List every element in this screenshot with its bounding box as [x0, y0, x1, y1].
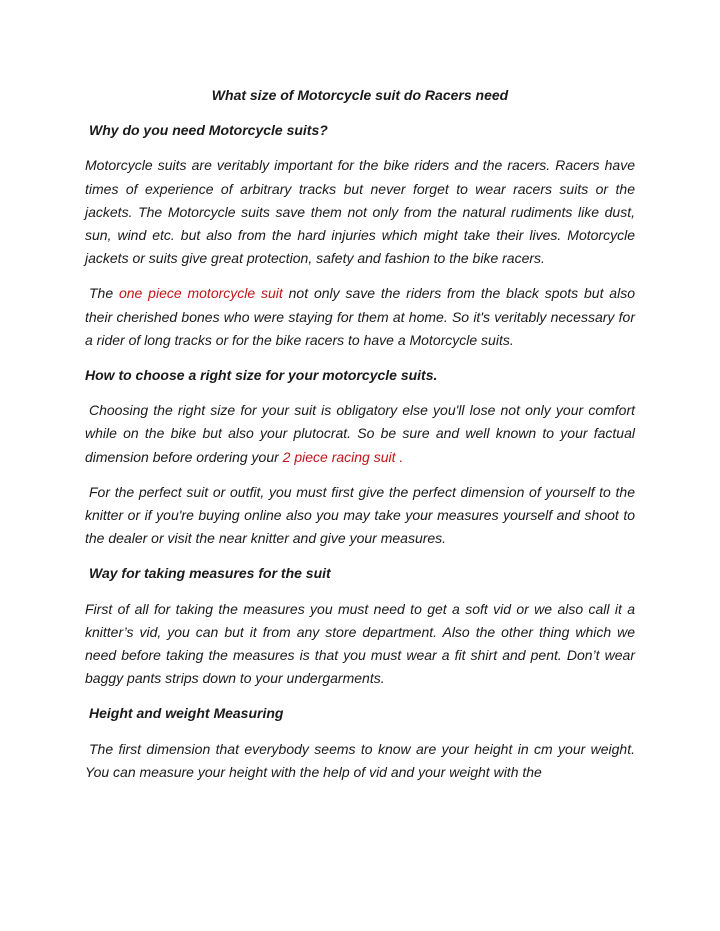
section-heading-choose: How to choose a right size for your motorcycle suits. — [85, 367, 438, 384]
paragraph-text: The — [89, 285, 119, 302]
paragraph-intro: Motorcycle suits are veritably important for the bike riders and the racers. Racers have times of experience of arbitrary tracks but never forget to wear racers suits or the jackets. The Motorcycle suits save them not only from the natural rudiments like dust, sun, wind etc. but also from the hard injuries which might take their lives. Motorcycle jackets or suits give great protection, safety and fashion to the bike racers. — [85, 157, 635, 267]
paragraph-measures: First of all for taking the measures you must need to get a soft vid or we also call it a knitter’s vid, you can but it from any store department. Also the other thing which we need before taking the measures is that you must wear a fit shirt and pent. Don’t wear baggy pants strips down to your undergarments. — [85, 600, 635, 687]
one-piece-suit-link[interactable]: one piece motorcycle suit — [118, 285, 283, 302]
paragraph-text: not only save the riders from the black spots but also their cherished bones who were staying for them at home. So it's veritably necessary for a rider of long tracks or for the bike racers to have a Motorcycle suits. — [85, 285, 635, 348]
section-heading-height-weight: Height and weight Measuring — [89, 705, 284, 722]
paragraph-one-piece — [85, 282, 635, 352]
two-piece-suit-link[interactable]: 2 piece racing suit . — [282, 448, 404, 465]
paragraph-perfect-suit: For the perfect suit or outfit, you must first give the perfect dimension of yourself to the knitter or if you're buying online also you may take your measures yourself and shoot to the dealer or visit the near knitter and give your measures. — [85, 483, 635, 547]
paragraph-choosing — [85, 399, 635, 469]
document-body — [85, 84, 635, 784]
paragraph-text: Choosing the right size for your suit is obligatory else you'll lose not only your comfort while on the bike but also your plutocrat. So be sure and well known to your factual dimension before ordering your — [85, 402, 635, 465]
section-heading-measures: Way for taking measures for the suit — [89, 565, 331, 582]
page-title: What size of Motorcycle suit do Racers need — [211, 87, 509, 103]
section-heading-why: Why do you need Motorcycle suits? — [89, 122, 328, 139]
paragraph-height-weight: The first dimension that everybody seems to know are your height in cm your weight. You can measure your height with the help of vid and your weight with the — [85, 740, 635, 780]
